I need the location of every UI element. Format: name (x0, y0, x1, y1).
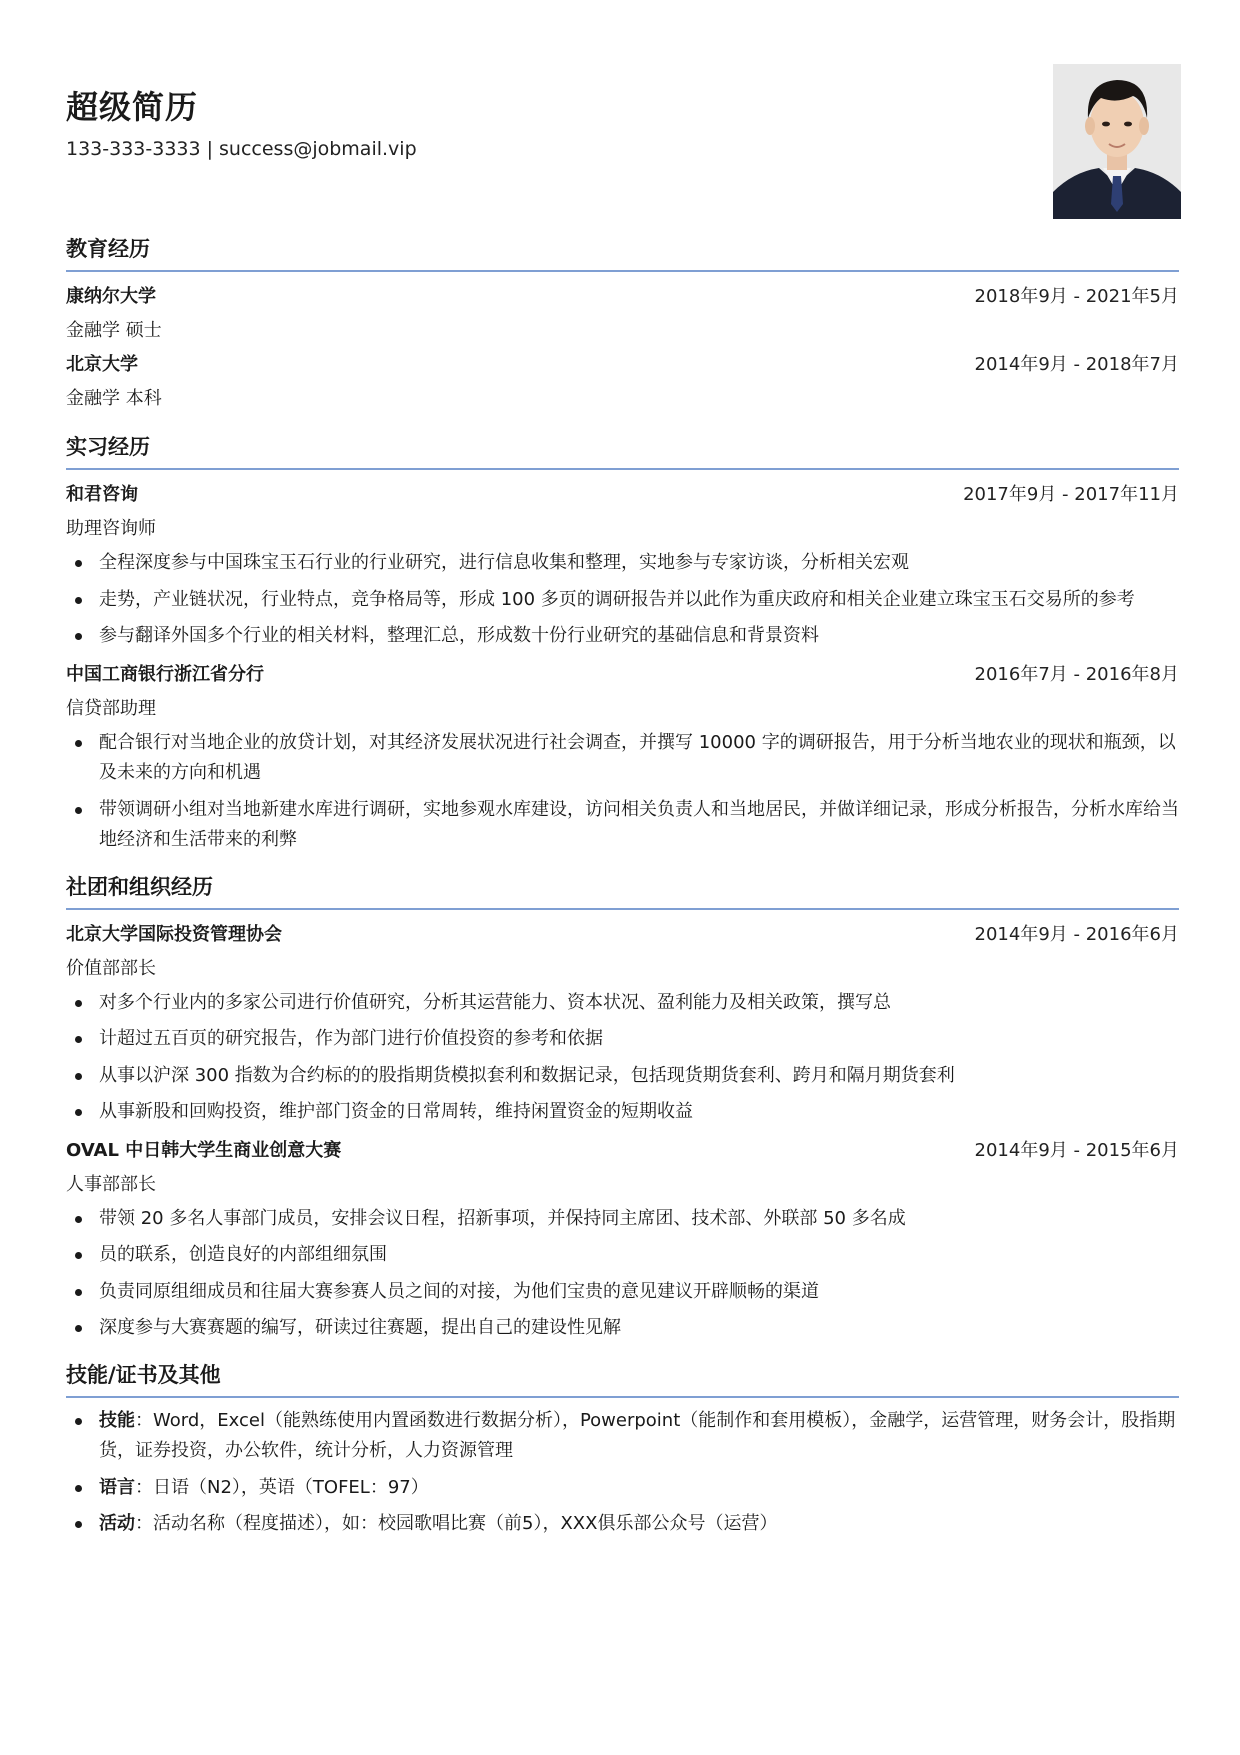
skill-text: 日语（N2），英语（TOFEL：97） (153, 1476, 429, 1498)
club-entry (66, 1134, 1179, 1344)
date-range: 2018年9月 - 2021年5月 (974, 286, 1179, 307)
clubs-section (66, 872, 1179, 1344)
date-range: 2014年9月 - 2018年7月 (974, 354, 1179, 375)
school-name: 北京大学 (66, 354, 138, 375)
bullet-list (66, 1204, 1179, 1344)
bullet-item: 配合银行对当地企业的放贷计划，对其经济发展状况进行社会调查，并撰写 10000 字的调研报告，用于分析当地农业的现状和瓶颈，以及未来的方向和机遇 (66, 728, 1179, 789)
portrait-photo-icon (1053, 64, 1181, 219)
bullet-item: 从事新股和回购投资，维护部门资金的日常周转，维持闲置资金的短期收益 (66, 1097, 1179, 1128)
skill-label: 活动 (99, 1513, 135, 1534)
bullet-item: 对多个行业内的多家公司进行价值研究，分析其运营能力、资本状况、盈利能力及相关政策，撰写总 (66, 988, 1179, 1019)
bullet-item: 负责同原组细成员和往届大赛参赛人员之间的对接，为他们宝贵的意见建议开辟顺畅的渠道 (66, 1277, 1179, 1308)
skill-item (66, 1509, 1179, 1540)
bullet-item: 计超过五百页的研究报告，作为部门进行价值投资的参考和依据 (66, 1024, 1179, 1055)
degree: 金融学 本科 (66, 388, 162, 409)
email-address: success@jobmail.vip (219, 138, 417, 160)
job-title: 信贷部助理 (66, 697, 156, 719)
skills-section (66, 1360, 1179, 1540)
degree: 金融学 硕士 (66, 320, 162, 341)
contact-line (66, 138, 417, 160)
skill-text: Word，Excel（能熟练使用内置函数进行数据分析），Powerpoint（能制作和套用模板），金融学，运营管理，财务会计，股指期货，证券投资，办公软件，统计分析，人力资源管理 (99, 1409, 1176, 1461)
bullet-item: 深度参与大赛赛题的编写，研读过往赛题，提出自己的建设性见解 (66, 1313, 1179, 1344)
skill-item (66, 1473, 1179, 1504)
section-title-clubs: 社团和组织经历 (66, 872, 1179, 910)
school-name: 康纳尔大学 (66, 286, 156, 307)
bullet-item: 带领调研小组对当地新建水库进行调研，实地参观水库建设，访问相关负责人和当地居民，并做详细记录，形成分析报告，分析水库给当地经济和生活带来的利弊 (66, 795, 1179, 856)
bullet-list (66, 988, 1179, 1128)
skill-label: 语言 (99, 1476, 135, 1498)
skill-item (66, 1406, 1179, 1467)
job-title: 助理咨询师 (66, 518, 156, 539)
internship-entry (66, 658, 1179, 856)
company-name: 中国工商银行浙江省分行 (66, 663, 264, 685)
applicant-name: 超级简历 (66, 88, 199, 126)
skills-list (66, 1406, 1179, 1540)
skill-colon: ： (135, 1409, 153, 1431)
bullet-list (66, 728, 1179, 856)
section-title-skills: 技能/证书及其他 (66, 1360, 1179, 1398)
section-title-education: 教育经历 (66, 234, 1179, 272)
internship-entry (66, 478, 1179, 652)
contact-separator: | (206, 138, 214, 160)
date-range: 2014年9月 - 2015年6月 (974, 1139, 1179, 1161)
organization-name: 北京大学国际投资管理协会 (66, 923, 282, 945)
phone-number: 133-333-3333 (66, 138, 201, 160)
skill-label: 技能 (99, 1409, 135, 1431)
bullet-item: 参与翻译外国多个行业的相关材料，整理汇总，形成数十份行业研究的基础信息和背景资料 (66, 621, 1179, 652)
organization-name: OVAL 中日韩大学生商业创意大赛 (66, 1139, 342, 1161)
education-section (66, 234, 1179, 416)
company-name: 和君咨询 (66, 484, 138, 505)
section-title-internship: 实习经历 (66, 432, 1179, 470)
date-range: 2017年9月 - 2017年11月 (963, 484, 1179, 505)
position-title: 人事部部长 (66, 1173, 156, 1195)
position-title: 价值部部长 (66, 957, 156, 979)
bullet-item: 带领 20 多名人事部门成员，安排会议日程，招新事项，并保持同主席团、技术部、外联部 50 多名成 (66, 1204, 1179, 1235)
skill-text: 活动名称（程度描述），如：校园歌唱比赛（前5），XXX俱乐部公众号（运营） (153, 1513, 778, 1534)
bullet-item: 走势，产业链状况，行业特点，竞争格局等，形成 100 多页的调研报告并以此作为重庆政府和相关企业建立珠宝玉石交易所的参考 (66, 585, 1179, 616)
bullet-item: 员的联系，创造良好的内部组细氛围 (66, 1240, 1179, 1271)
bullet-list (66, 548, 1179, 652)
bullet-item: 从事以沪深 300 指数为合约标的的股指期货模拟套利和数据记录，包括现货期货套利、跨月和隔月期货套利 (66, 1061, 1179, 1092)
date-range: 2016年7月 - 2016年8月 (974, 663, 1179, 685)
club-entry (66, 918, 1179, 1128)
skill-colon: ： (135, 1476, 153, 1498)
date-range: 2014年9月 - 2016年6月 (974, 923, 1179, 945)
education-entry (66, 280, 1179, 348)
resume-page (66, 0, 1179, 1546)
education-entry (66, 348, 1179, 416)
skill-colon: ： (135, 1513, 153, 1534)
internship-section (66, 432, 1179, 856)
resume-header (66, 0, 1179, 220)
bullet-item: 全程深度参与中国珠宝玉石行业的行业研究，进行信息收集和整理，实地参与专家访谈，分析相关宏观 (66, 548, 1179, 579)
